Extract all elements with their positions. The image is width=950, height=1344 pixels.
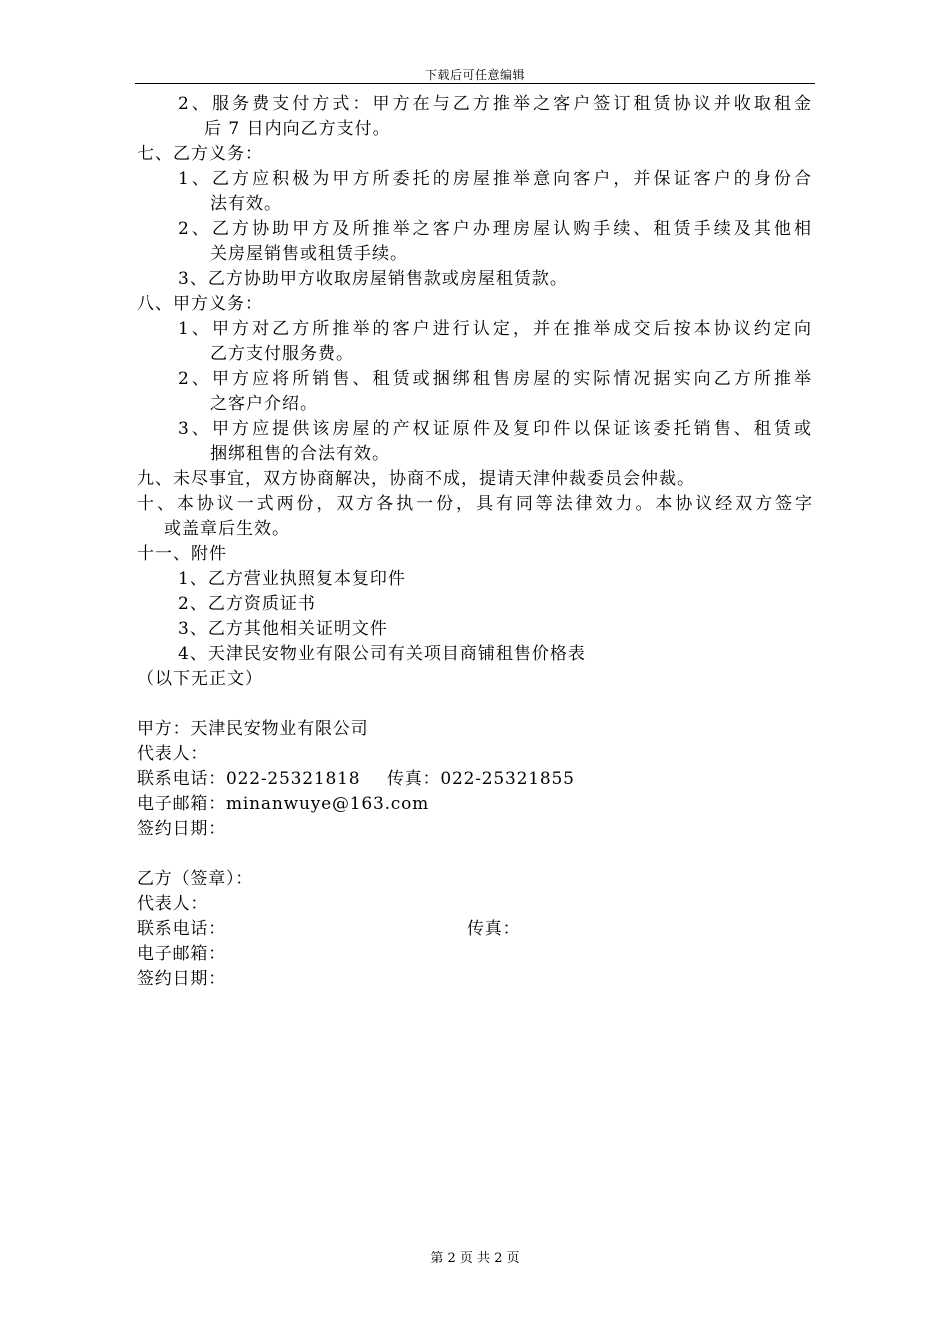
spacer — [0, 842, 950, 867]
spacer — [0, 692, 950, 717]
clause8-title: 八、甲方义务： — [137, 294, 263, 314]
attachment-item: 2、乙方资质证书 — [178, 594, 316, 614]
party-a-name: 甲方：天津民安物业有限公司 — [137, 719, 369, 739]
clause6-item2-line2: 后 7 日内向乙方支付。 — [204, 119, 391, 139]
clause7-item1-line1: 1、乙方应积极为甲方所委托的房屋推举意向客户，并保证客户的身份合 — [178, 169, 812, 189]
party-a-email: 电子邮箱：minanwuye@163.com — [137, 794, 430, 814]
clause8-item3-line2: 捆绑租售的合法有效。 — [210, 444, 390, 464]
party-a-fax: 传真：022-25321855 — [387, 769, 575, 789]
party-b-fax: 传真： — [467, 919, 521, 939]
clause9: 九、未尽事宜，双方协商解决，协商不成，提请天津仲裁委员会仲裁。 — [137, 469, 695, 489]
clause7-item2-line2: 关房屋销售或租赁手续。 — [210, 244, 408, 264]
party-b-name: 乙方（签章）： — [137, 869, 254, 889]
party-b-email: 电子邮箱： — [137, 944, 226, 964]
clause10-line2: 或盖章后生效。 — [164, 519, 290, 539]
clause7-item1-line2: 法有效。 — [210, 194, 282, 214]
party-a-representative: 代表人： — [137, 744, 209, 764]
attachment-item: 1、乙方营业执照复本复印件 — [178, 569, 406, 589]
header-divider — [135, 83, 815, 84]
end-note: （以下无正文） — [137, 669, 263, 689]
party-b-phone: 联系电话： — [137, 919, 226, 939]
attachment-item: 3、乙方其他相关证明文件 — [178, 619, 388, 639]
clause8-item1-line2: 乙方支付服务费。 — [210, 344, 354, 364]
attachment-item: 4、天津民安物业有限公司有关项目商铺租售价格表 — [178, 644, 586, 664]
clause7-title: 七、乙方义务： — [137, 144, 263, 164]
clause6-item2-line1: 2、服务费支付方式：甲方在与乙方推举之客户签订租赁协议并收取租金 — [178, 94, 812, 114]
clause8-item2-line2: 之客户介绍。 — [210, 394, 318, 414]
clause10-line1: 十、本协议一式两份，双方各执一份，具有同等法律效力。本协议经双方签字 — [137, 494, 813, 514]
party-a-phone: 联系电话：022-25321818 — [137, 769, 361, 789]
clause8-item3-line1: 3、甲方应提供该房屋的产权证原件及复印件以保证该委托销售、租赁或 — [178, 419, 812, 439]
header-note: 下载后可任意编辑 — [424, 68, 525, 82]
party-a-date: 签约日期： — [137, 819, 226, 839]
party-b-representative: 代表人： — [137, 894, 209, 914]
clause11-title: 十一、附件 — [137, 544, 227, 564]
party-a-phone-row — [0, 767, 950, 792]
clause8-item1-line1: 1、甲方对乙方所推举的客户进行认定，并在推举成交后按本协议约定向 — [178, 319, 812, 339]
page-footer: 第 2 页 共 2 页 — [430, 1251, 520, 1266]
clause8-item2-line1: 2、甲方应将所销售、租赁或捆绑租售房屋的实际情况据实向乙方所推举 — [178, 369, 812, 389]
party-b-phone-row — [0, 917, 950, 942]
clause7-item3-line1: 3、乙方协助甲方收取房屋销售款或房屋租赁款。 — [178, 269, 568, 289]
clause7-item2-line1: 2、乙方协助甲方及所推举之客户办理房屋认购手续、租赁手续及其他相 — [178, 219, 812, 239]
party-b-date: 签约日期： — [137, 969, 226, 989]
document-body — [0, 92, 950, 992]
